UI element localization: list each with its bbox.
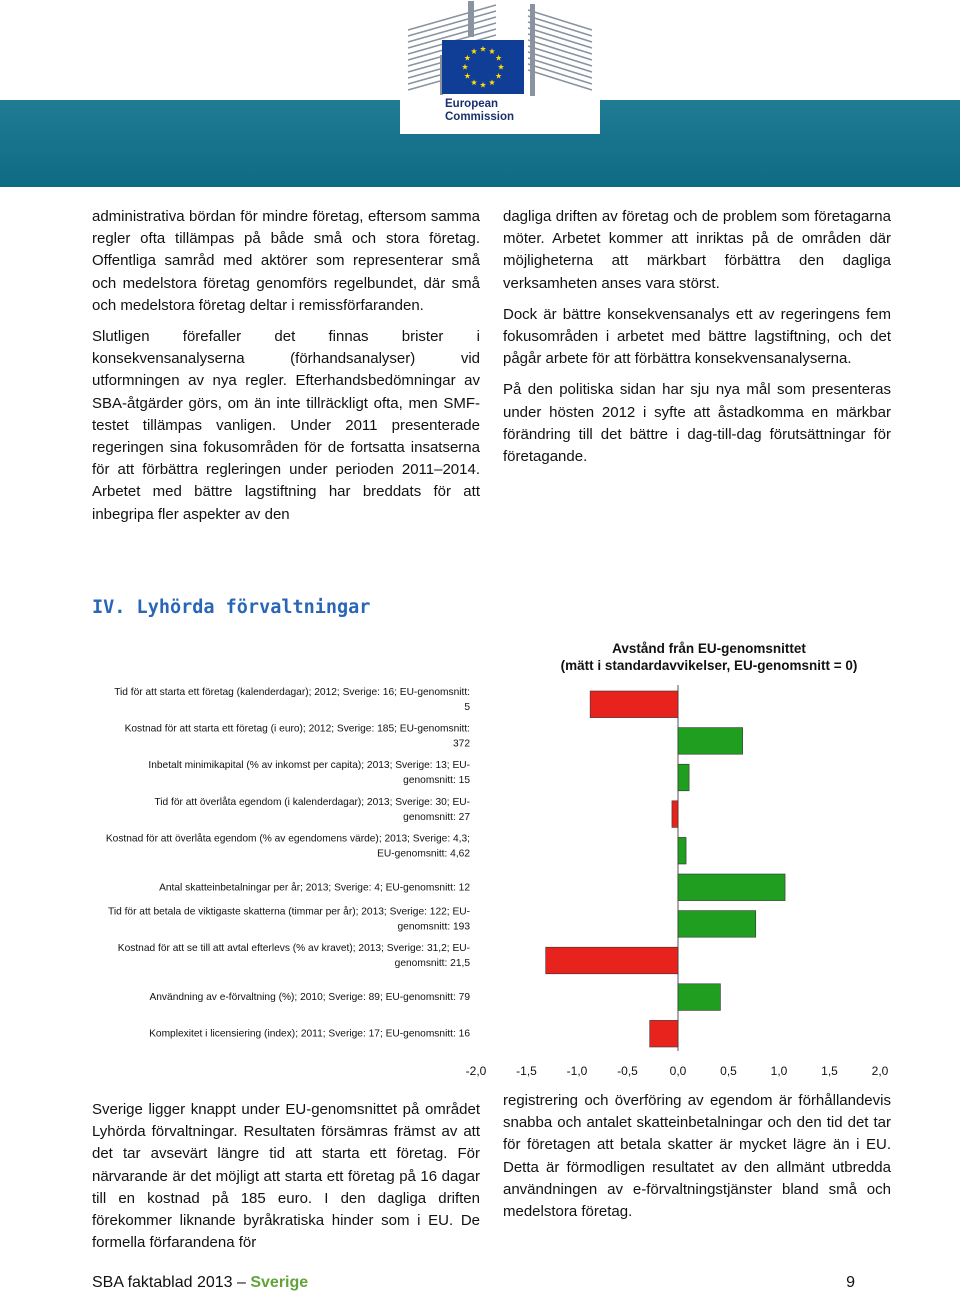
- chart-title: Avstånd från EU-genomsnittet: [612, 641, 806, 656]
- category-label: 372: [453, 738, 470, 750]
- paragraph: registrering och överföring av egendom är förhållandevis snabba och antalet skatteinbetalningar och den tid det tar för företagen att betala skatter är mycket lägre än i EU. Detta är förmodligen resultatet av den allmänt utbredda användningen av e-förvaltningstjänster bland små och medelstora företag.: [503, 1092, 891, 1221]
- bar-positive: [678, 874, 785, 901]
- paragraph: dagliga driften av företag och de problem som företagarna möter. Arbetet kommer att inriktas på de områden där möjligheterna att märkbart förbättra den dagliga verksamheten anses vara störst.: [503, 208, 891, 292]
- lower-left-column: [92, 1099, 480, 1263]
- bar-positive: [678, 728, 743, 755]
- x-tick-label: -1,0: [566, 1064, 588, 1078]
- category-label: Kostnad för att se till att avtal efterlevs (% av kravet); 2013; Sverige: 31,2; EU-: [117, 943, 470, 955]
- upper-right-column: [503, 206, 891, 477]
- category-label: genomsnitt: 15: [403, 775, 470, 787]
- category-label: genomsnitt: 27: [403, 811, 470, 823]
- x-tick-label: 1,5: [821, 1064, 838, 1078]
- bar-negative: [590, 691, 678, 718]
- paragraph: Dock är bättre konsekvensanalys ett av regeringens fem fokusområden i arbetet med bättre lagstiftning, och det pågår arbete för att förbättra konsekvensanalyserna.: [503, 305, 891, 368]
- category-label: 5: [464, 702, 470, 713]
- x-tick-label: -0,5: [617, 1064, 638, 1078]
- footer-title: SBA faktablad 2013 –: [92, 1274, 251, 1291]
- bar-positive: [678, 984, 720, 1011]
- bar-negative: [672, 801, 678, 828]
- logo-text-commission: Commission: [445, 111, 515, 123]
- bar-positive: [678, 764, 689, 791]
- upper-left-column: [92, 206, 480, 535]
- paragraph: Slutligen förefaller det finnas brister i konsekvensanalyserna (förhandsanalyser) vid utformningen av nya regler. Efterhandsbedömningar av SBA-åtgärder görs, om än inte tillräckligt ofta, men SMF-testet tillämpas vanligen. Under 2011 presenterade regeringen sina fokusområden för de fortsatta insatserna för att förbättra regleringen under perioden 2011–2014. Arbetet med bättre lagstiftning har breddats för att inbegripa fler aspekter av den: [92, 328, 480, 523]
- chart-subtitle: (mätt i standardavvikelser, EU-genomsnitt = 0): [560, 658, 858, 673]
- page-header: [0, 0, 960, 187]
- bar-negative: [546, 947, 678, 974]
- x-tick-label: 1,0: [770, 1064, 788, 1078]
- paragraph: administrativa bördan för mindre företag, eftersom samma regler ofta tillämpas på både små och stora företag. Offentliga samråd med aktörer som representerar små och medelstora företag genomförs regelbundet, där små och medelstora företag deltar i remissförfaranden.: [92, 208, 480, 314]
- european-commission-logo: [400, 0, 600, 134]
- category-label: Inbetalt minimikapital (% av inkomst per capita); 2013; Sverige: 13; EU-: [148, 760, 470, 772]
- lower-right-column: [503, 1090, 891, 1232]
- chart: [92, 635, 892, 1080]
- category-label: Kostnad för att överlåta egendom (% av egendomens värde); 2013; Sverige: 4,3;: [105, 833, 470, 845]
- page-number: 9: [846, 1274, 855, 1291]
- x-tick-label: 0,0: [669, 1064, 687, 1078]
- x-tick-label: 0,5: [720, 1064, 737, 1078]
- bar-positive: [678, 837, 686, 864]
- bar-negative: [650, 1020, 678, 1047]
- footer-country: Sverige: [250, 1274, 309, 1291]
- category-label: Tid för att starta ett företag (kalenderdagar); 2012; Sverige: 16; EU-genomsnitt:: [114, 687, 470, 698]
- paragraph: Sverige ligger knappt under EU-genomsnittet på området Lyhörda förvaltningar. Resultaten försämras främst av att det tar avsevärt längre tid att starta ett företag. För närvarande är det möjligt att starta ett företag på 16 dagar till en kostnad på 185 euro. I den dagliga driften förekommer liknande byråkratiska hinder som i EU. De formella förfarandena för: [92, 1101, 480, 1252]
- x-tick-label: -1,5: [516, 1064, 537, 1078]
- logo-text-european: European: [445, 98, 499, 110]
- x-tick-label: -2,0: [465, 1064, 487, 1078]
- x-tick-label: 2,0: [871, 1064, 889, 1078]
- category-label: Komplexitet i licensiering (index); 2011; Sverige: 17; EU-genomsnitt: 16: [149, 1028, 470, 1040]
- section-heading: IV. Lyhörda förvaltningar: [92, 597, 371, 618]
- category-label: genomsnitt: 21,5: [394, 958, 470, 970]
- category-label: Tid för att betala de viktigaste skatterna (timmar per år); 2013; Sverige: 122; EU-: [107, 906, 470, 918]
- category-label: Tid för att överlåta egendom (i kalenderdagar); 2013; Sverige: 30; EU-: [154, 796, 470, 808]
- category-label: Antal skatteinbetalningar per år; 2013; Sverige: 4; EU-genomsnitt: 12: [159, 882, 470, 894]
- bar-positive: [678, 911, 756, 938]
- category-label: EU-genomsnitt: 4,62: [377, 848, 470, 860]
- paragraph: På den politiska sidan har sju nya mål som presenteras under hösten 2012 i syfte att åstadkomma en märkbar förändring till det bättre i dag-till-dag förutsättningar för företagande.: [503, 381, 891, 466]
- category-label: genomsnitt: 193: [397, 921, 470, 933]
- category-label: Kostnad för att starta ett företag (i euro); 2012; Sverige: 185; EU-genomsnitt:: [124, 723, 470, 735]
- category-label: Användning av e-förvaltning (%); 2010; Sverige: 89; EU-genomsnitt: 79: [149, 992, 470, 1004]
- distance-chart: [92, 635, 892, 1080]
- page-footer: [92, 1274, 892, 1292]
- eu-flag-icon: [442, 40, 524, 94]
